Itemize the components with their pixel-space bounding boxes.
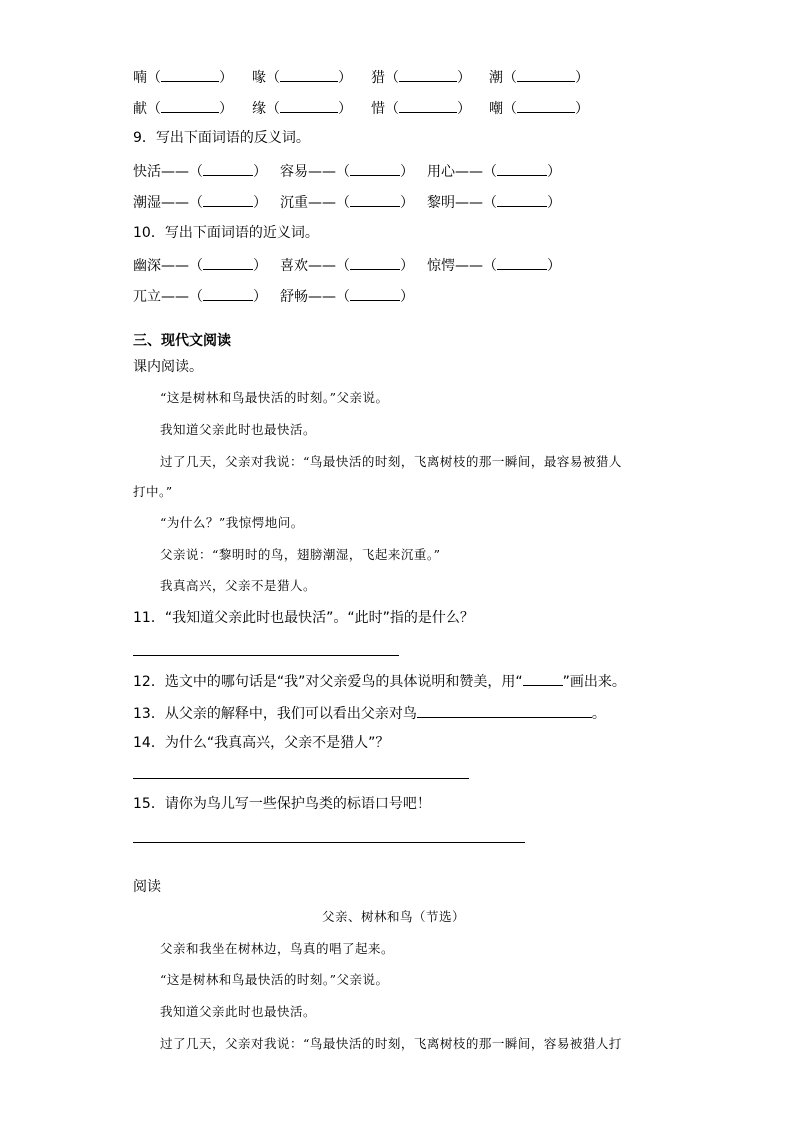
answer-blank[interactable] [350, 288, 400, 301]
char-item: 惜（ ） [371, 101, 471, 117]
underline-sample [523, 673, 563, 686]
section-subheading: 课内阅读。 [133, 359, 203, 375]
question-13: 13．从父亲的解释中，我们可以看出父亲对鸟 。 [133, 706, 606, 722]
passage-line: “这是树林和鸟最快活的时刻。”父亲说。 [160, 390, 389, 405]
word-item: 潮湿——（ ） [133, 195, 267, 211]
answer-blank[interactable] [497, 194, 547, 207]
section-heading: 三、现代文阅读 [133, 333, 231, 349]
question-15: 15．请你为鸟儿写一些保护鸟类的标语口号吧！ [133, 796, 431, 812]
word-item: 喜欢——（ ） [280, 258, 414, 274]
word-item: 兀立——（ ） [133, 289, 267, 305]
char-item: 潮（ ） [489, 70, 589, 86]
word-item: 快活——（ ） [133, 164, 267, 180]
question-14: 14．为什么“我真高兴，父亲不是猎人”？ [133, 735, 390, 751]
question-11: 11．“我知道父亲此时也最快活”。“此时”指的是什么？ [133, 610, 474, 626]
answer-blank[interactable] [161, 100, 219, 113]
word-item: 惊愕——（ ） [427, 258, 561, 274]
answer-blank[interactable] [161, 69, 219, 82]
answer-blank[interactable] [280, 100, 338, 113]
word-item: 用心——（ ） [427, 164, 561, 180]
passage-line: 打中。” [133, 484, 173, 499]
answer-line-11[interactable] [133, 655, 399, 656]
answer-line-14[interactable] [133, 778, 469, 779]
answer-blank[interactable] [350, 194, 400, 207]
reading-label: 阅读 [133, 879, 161, 895]
answer-blank[interactable] [497, 257, 547, 270]
answer-blank[interactable] [417, 705, 592, 718]
answer-blank[interactable] [203, 288, 253, 301]
answer-blank[interactable] [399, 100, 457, 113]
reading-title: 父亲、树林和鸟（节选） [322, 909, 466, 924]
answer-blank[interactable] [280, 69, 338, 82]
char-item: 喃（ ） [133, 70, 233, 86]
passage-line: 父亲和我坐在树林边，鸟真的唱了起来。 [160, 941, 395, 956]
char-item: 嘲（ ） [489, 101, 589, 117]
question-9-title: 9．写出下面词语的反义词。 [133, 130, 310, 146]
passage-line: 我真高兴，父亲不是猎人。 [160, 578, 317, 593]
question-10-title: 10．写出下面词语的近义词。 [133, 225, 319, 241]
char-item: 喙（ ） [252, 70, 352, 86]
passage-line: “这是树林和鸟最快活的时刻。”父亲说。 [160, 972, 389, 987]
answer-blank[interactable] [399, 69, 457, 82]
answer-blank[interactable] [203, 257, 253, 270]
char-item: 缘（ ） [252, 101, 352, 117]
question-12: 12．选文中的哪句话是“我”对父亲爱鸟的具体说明和赞美，用“ ”画出来。 [133, 674, 626, 690]
passage-line: 过了几天，父亲对我说：“鸟最快活的时刻，飞离树枝的那一瞬间，最容易被猎人 [160, 454, 622, 469]
word-item: 幽深——（ ） [133, 258, 267, 274]
answer-blank[interactable] [350, 257, 400, 270]
passage-line: 我知道父亲此时也最快活。 [160, 422, 317, 437]
answer-blank[interactable] [203, 163, 253, 176]
passage-line: 父亲说：“黎明时的鸟，翅膀潮湿，飞起来沉重。” [160, 547, 441, 562]
word-item: 沉重——（ ） [280, 195, 414, 211]
answer-blank[interactable] [203, 194, 253, 207]
char-item: 献（ ） [133, 101, 233, 117]
answer-line-15[interactable] [133, 842, 525, 843]
char-item: 猎（ ） [371, 70, 471, 86]
answer-blank[interactable] [497, 163, 547, 176]
answer-blank[interactable] [517, 100, 575, 113]
answer-blank[interactable] [517, 69, 575, 82]
answer-blank[interactable] [350, 163, 400, 176]
passage-line: 过了几天，父亲对我说：“鸟最快活的时刻，飞离树枝的那一瞬间，容易被猎人打 [160, 1036, 622, 1051]
word-item: 黎明——（ ） [427, 195, 561, 211]
word-item: 舒畅——（ ） [280, 289, 414, 305]
word-item: 容易——（ ） [280, 164, 414, 180]
passage-line: 我知道父亲此时也最快活。 [160, 1004, 317, 1019]
passage-line: “为什么？”我惊愕地问。 [160, 515, 304, 530]
